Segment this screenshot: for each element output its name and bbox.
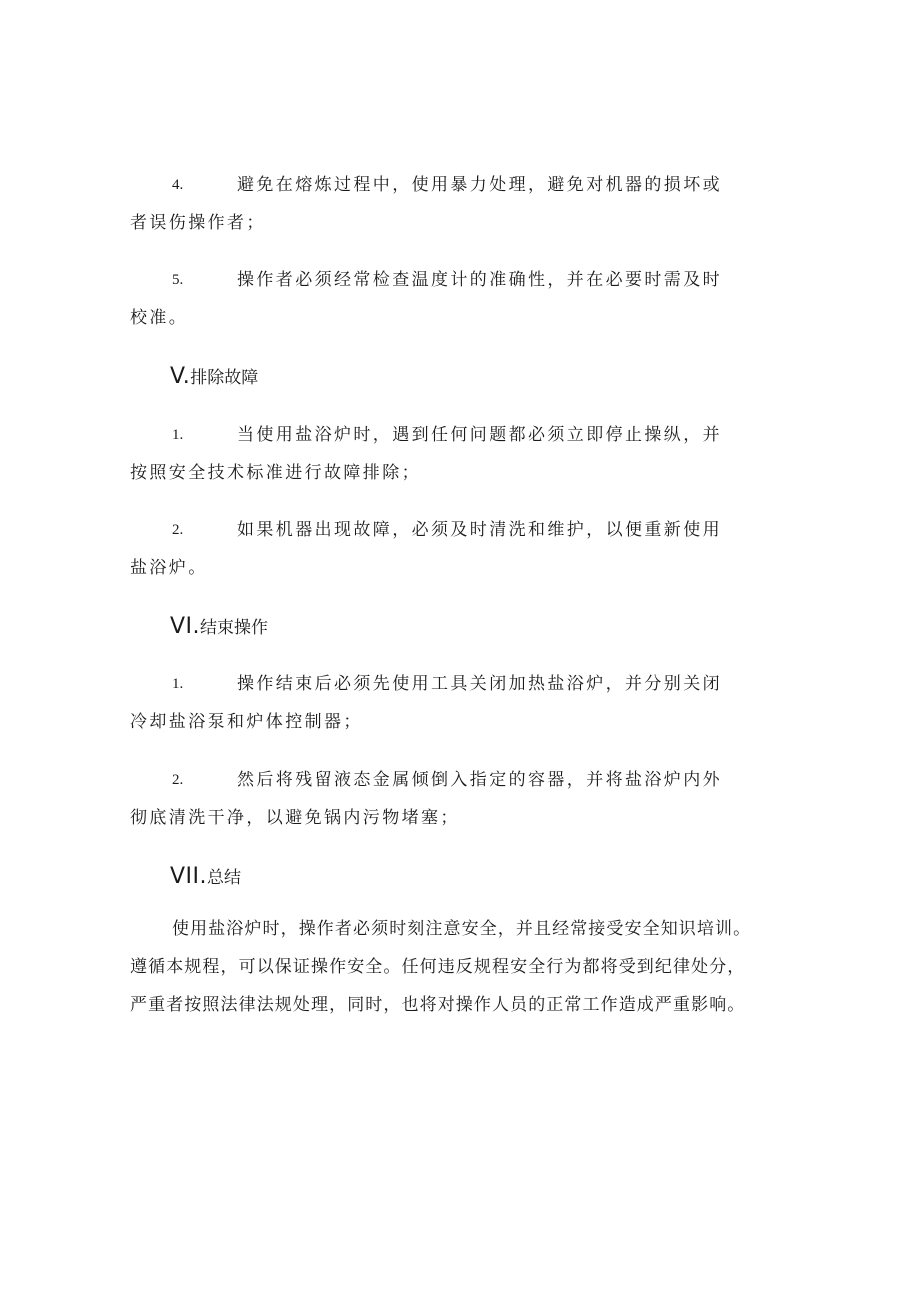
list-item: [130, 766, 750, 832]
section-number: V.: [170, 364, 191, 389]
item-number: 2.: [172, 772, 184, 788]
item-number: 5.: [172, 272, 184, 288]
list-item: [130, 670, 750, 736]
list-item: [130, 171, 750, 237]
section-title: 总结: [207, 868, 242, 888]
section-heading: [170, 362, 258, 393]
item-number: 1.: [172, 676, 184, 692]
list-item: [130, 421, 750, 487]
item-text-line: 按照安全技术标准进行故障排除；: [130, 463, 421, 483]
section-number: VI.: [170, 614, 201, 639]
paragraph-line: 严重者按照法律法规处理，同时，也将对操作人员的正常工作造成严重影响。: [130, 995, 746, 1015]
item-number: 4.: [172, 177, 184, 193]
item-number: 2.: [172, 522, 184, 538]
section-number: VII.: [170, 864, 208, 889]
summary-paragraph: [130, 910, 810, 1024]
item-number: 1.: [172, 427, 184, 443]
section-heading: [170, 862, 241, 893]
item-text-line: 盐浴炉。: [130, 558, 208, 578]
list-item: [130, 266, 750, 332]
section-heading: [170, 612, 268, 643]
item-text-line: 避免在熔炼过程中，使用暴力处理，避免对机器的损坏或: [237, 175, 722, 195]
list-item: [130, 516, 750, 582]
item-text-line: 操作者必须经常检查温度计的准确性，并在必要时需及时: [237, 270, 722, 290]
item-text-line: 如果机器出现故障，必须及时清洗和维护，以便重新使用: [237, 520, 722, 540]
section-title: 排除故障: [190, 368, 259, 388]
item-text-line: 彻底清洗干净，以避免锅内污物堵塞；: [130, 808, 460, 828]
item-text-line: 然后将残留液态金属倾倒入指定的容器，并将盐浴炉内外: [237, 770, 722, 790]
item-text-line: 操作结束后必须先使用工具关闭加热盐浴炉，并分别关闭: [237, 674, 722, 694]
paragraph-line: 使用盐浴炉时，操作者必须时刻注意安全，并且经常接受安全知识培训。: [172, 919, 752, 939]
paragraph-line: 遵循本规程，可以保证操作安全。任何违反规程安全行为都将受到纪律处分，: [130, 957, 746, 977]
item-text-line: 校准。: [130, 308, 189, 328]
item-text-line: 者误伤操作者；: [130, 213, 266, 233]
section-title: 结束操作: [200, 618, 269, 638]
item-text-line: 当使用盐浴炉时，遇到任何问题都必须立即停止操纵，并: [237, 425, 722, 445]
item-text-line: 冷却盐浴泵和炉体控制器；: [130, 712, 363, 732]
